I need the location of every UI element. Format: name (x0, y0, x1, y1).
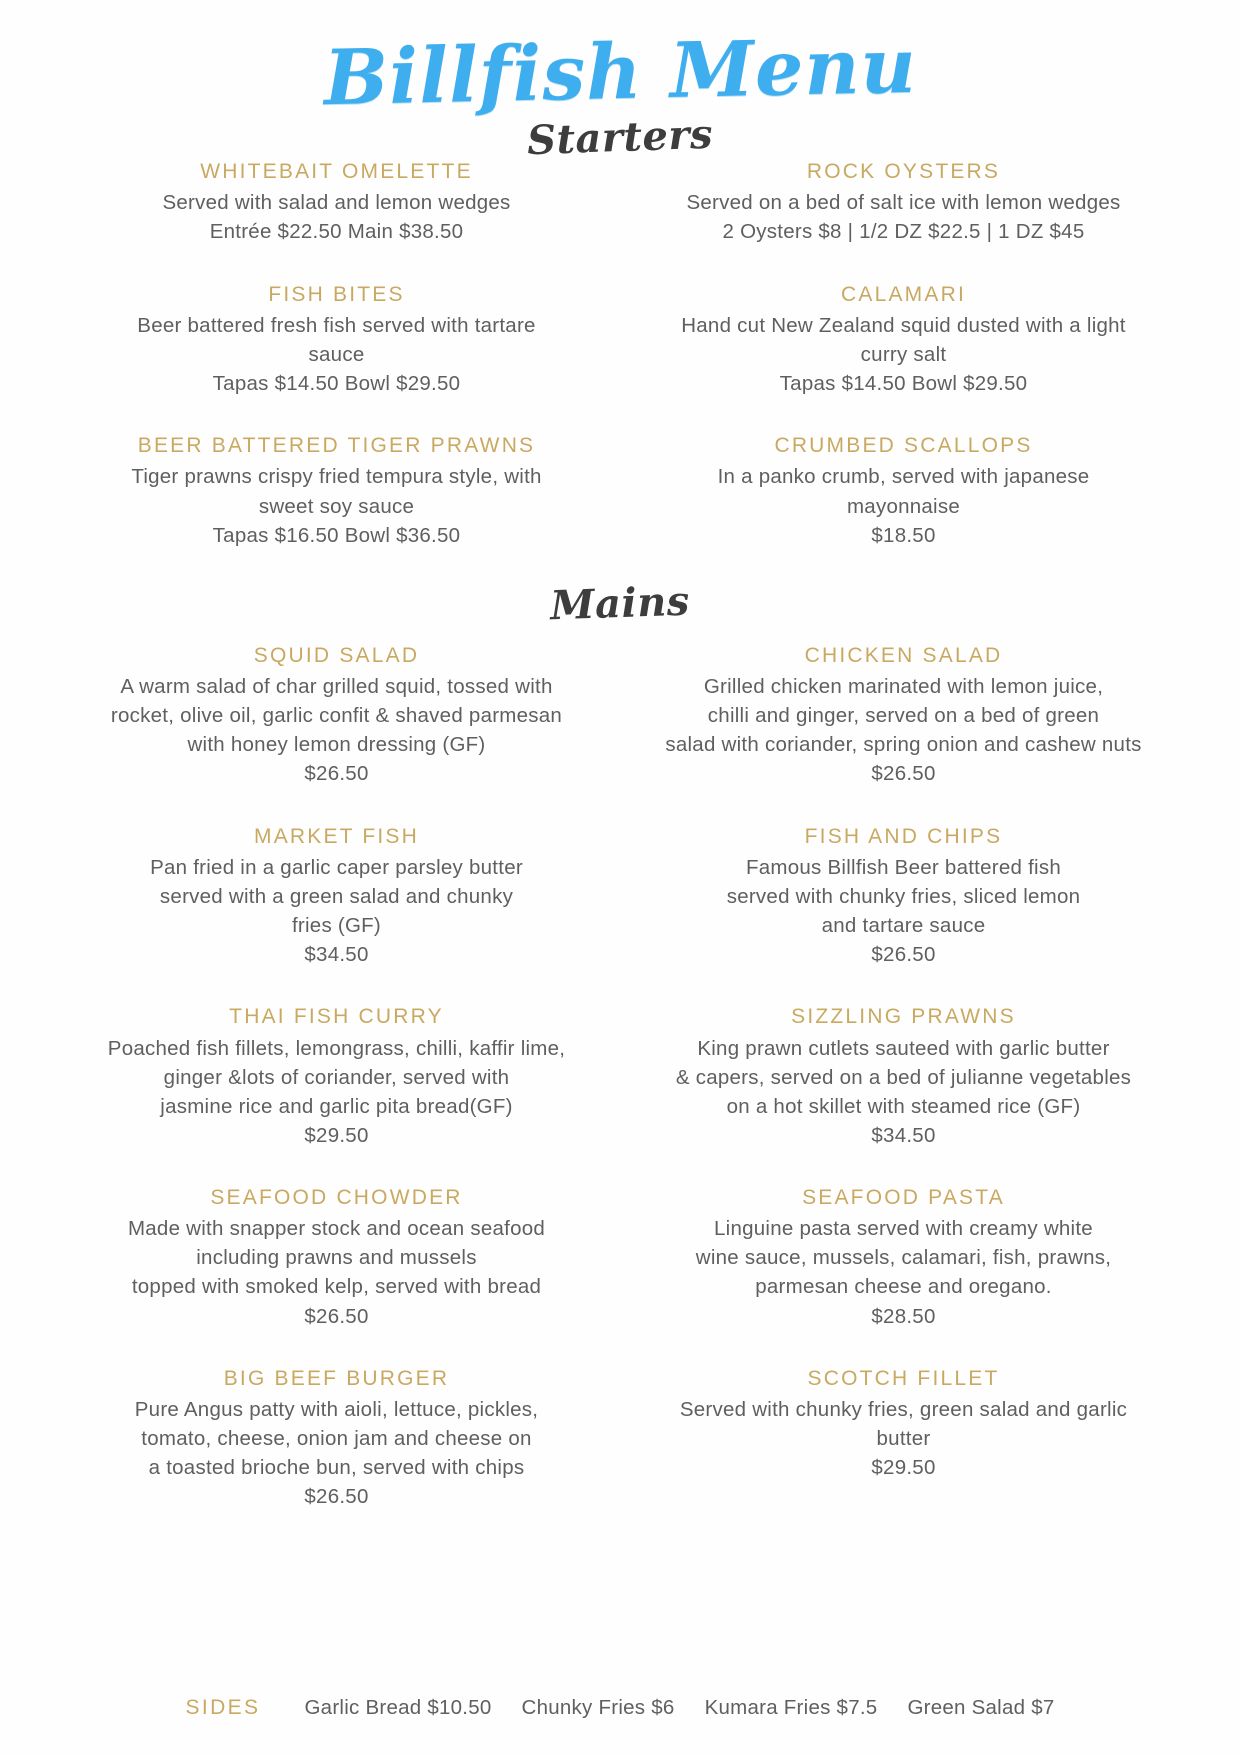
item-name: SIZZLING PRAWNS (791, 1005, 1016, 1029)
side-item: Kumara Fries $7.5 (704, 1696, 878, 1719)
desc-line: Pure Angus patty with aioli, lettuce, pickles, (134, 1398, 539, 1421)
section-heading-mains: Mains (549, 577, 691, 630)
desc-line: rocket, olive oil, garlic confit & shaved parmesan (110, 704, 563, 728)
item-price: $26.50 (304, 762, 369, 786)
item-price: Tapas $16.50 Bowl $36.50 (212, 523, 461, 547)
desc-line: Beer battered fresh fish served with tartare (137, 313, 536, 337)
item-description (70, 1395, 603, 1482)
sides-list (304, 1696, 1054, 1720)
item-description (637, 311, 1170, 369)
item-name: SEAFOOD PASTA (802, 1185, 1005, 1209)
item-description (637, 672, 1170, 759)
item-price: Tapas $14.50 Bowl $29.50 (212, 372, 461, 396)
desc-line: Pan fried in a garlic caper parsley butter (150, 855, 523, 879)
desc-line: In a panko crumb, served with japanese (717, 465, 1090, 489)
desc-line: and tartare sauce (821, 914, 986, 938)
menu-item-sizzling-prawns (637, 1003, 1170, 1150)
item-name: CRUMBED SCALLOPS (774, 434, 1033, 458)
item-price: $29.50 (304, 1123, 369, 1147)
desc-line: including prawns and mussels (196, 1246, 477, 1270)
desc-line: chilli and ginger, served on a bed of green (707, 704, 1100, 728)
item-name: CALAMARI (841, 282, 966, 306)
menu-item-seafood-pasta (637, 1184, 1170, 1331)
desc-line: curry salt (860, 342, 947, 366)
item-price: $26.50 (871, 762, 936, 786)
item-price: $34.50 (304, 943, 369, 967)
item-name: MARKET FISH (254, 824, 419, 848)
side-item: Green Salad $7 (907, 1696, 1055, 1719)
spacer (637, 247, 1170, 281)
desc-line: topped with smoked kelp, served with bread (131, 1275, 542, 1299)
desc-line: Hand cut New Zealand squid dusted with a light (681, 313, 1126, 337)
item-name: FISH AND CHIPS (804, 824, 1003, 848)
item-name: THAI FISH CURRY (229, 1005, 444, 1029)
item-name: CHICKEN SALAD (804, 643, 1003, 667)
sides-label: SIDES (185, 1696, 261, 1719)
menu-item-market-fish (70, 823, 603, 970)
desc-line: parmesan cheese and oregano. (755, 1275, 1052, 1299)
item-price: $26.50 (871, 943, 936, 967)
starters-left-column (70, 158, 609, 550)
spacer (637, 969, 1170, 1003)
item-description (637, 188, 1170, 217)
desc-line: King prawn cutlets sauteed with garlic butter (697, 1036, 1110, 1060)
desc-line: mayonnaise (846, 494, 961, 518)
spacer (637, 789, 1170, 823)
desc-line: with honey lemon dressing (GF) (187, 733, 486, 757)
menu-item-scotch-fillet (637, 1365, 1170, 1483)
desc-line: served with chunky fries, sliced lemon (726, 884, 1081, 908)
item-description (70, 1214, 603, 1301)
spacer (70, 1331, 603, 1365)
desc-line: salad with coriander, spring onion and cashew nuts (665, 733, 1142, 757)
item-description (70, 1034, 603, 1121)
mains-right-column (631, 642, 1170, 1483)
spacer (70, 789, 603, 823)
page-title: Billfish Menu (323, 20, 918, 123)
side-item: Garlic Bread $10.50 (304, 1696, 492, 1719)
spacer (70, 247, 603, 281)
spacer (70, 1150, 603, 1184)
menu-item-calamari (637, 281, 1170, 399)
desc-line: butter (876, 1427, 931, 1451)
item-price: $29.50 (871, 1456, 936, 1480)
item-price: 2 Oysters $8 | 1/2 DZ $22.5 | 1 DZ $45 (722, 220, 1085, 244)
desc-line: served with a green salad and chunky (159, 884, 514, 908)
item-name: SCOTCH FILLET (807, 1366, 1000, 1390)
desc-line: jasmine rice and garlic pita bread(GF) (160, 1094, 513, 1118)
desc-line: sweet soy sauce (258, 494, 415, 518)
desc-line: Famous Billfish Beer battered fish (746, 855, 1061, 879)
menu-item-beer-battered-tiger-prawns (70, 432, 603, 550)
item-name: SEAFOOD CHOWDER (210, 1185, 463, 1209)
item-price: $26.50 (304, 1304, 369, 1328)
item-price: $34.50 (871, 1123, 936, 1147)
menu-item-fish-bites (70, 281, 603, 399)
menu-item-fish-and-chips (637, 823, 1170, 970)
item-price: $26.50 (304, 1485, 369, 1509)
desc-line: Served on a bed of salt ice with lemon wedges (686, 191, 1121, 215)
desc-line: Linguine pasta served with creamy white (714, 1217, 1093, 1241)
menu-item-squid-salad (70, 642, 603, 789)
item-description (637, 462, 1170, 520)
item-name: SQUID SALAD (253, 643, 420, 667)
spacer (70, 398, 603, 432)
desc-line: wine sauce, mussels, calamari, fish, prawns, (695, 1246, 1112, 1270)
desc-line: Served with chunky fries, green salad and garlic (679, 1398, 1128, 1421)
menu-item-chicken-salad (637, 642, 1170, 789)
section-heading-starters: Starters (526, 110, 714, 165)
desc-line: Served with salad and lemon wedges (162, 191, 511, 215)
item-name: FISH BITES (268, 282, 405, 306)
item-description (70, 311, 603, 369)
desc-line: sauce (308, 342, 365, 366)
item-description (70, 188, 603, 217)
menu-item-big-beef-burger (70, 1365, 603, 1512)
spacer (637, 1331, 1170, 1365)
desc-line: a toasted brioche bun, served with chips (148, 1456, 525, 1480)
desc-line: on a hot skillet with steamed rice (GF) (726, 1094, 1081, 1118)
menu-item-rock-oysters (637, 158, 1170, 247)
item-description (637, 1395, 1170, 1453)
item-description (70, 672, 603, 759)
item-description (637, 1034, 1170, 1121)
item-description (70, 462, 603, 520)
spacer (637, 1150, 1170, 1184)
menu-item-thai-fish-curry (70, 1003, 603, 1150)
menu-item-seafood-chowder (70, 1184, 603, 1331)
desc-line: ginger &lots of coriander, served with (163, 1065, 510, 1089)
desc-line: fries (GF) (291, 914, 382, 938)
item-description (70, 853, 603, 940)
desc-line: & capers, served on a bed of julianne vegetables (675, 1065, 1132, 1089)
desc-line: Grilled chicken marinated with lemon juice, (703, 675, 1104, 699)
item-name: BEER BATTERED TIGER PRAWNS (137, 434, 536, 458)
item-description (637, 853, 1170, 940)
mains-left-column (70, 642, 609, 1512)
mains-grid (70, 642, 1170, 1512)
item-price: $28.50 (871, 1304, 936, 1328)
item-price: Tapas $14.50 Bowl $29.50 (779, 372, 1028, 396)
desc-line: tomato, cheese, onion jam and cheese on (141, 1427, 532, 1451)
item-price: Entrée $22.50 Main $38.50 (209, 220, 464, 244)
item-name: ROCK OYSTERS (806, 160, 1001, 183)
item-name: BIG BEEF BURGER (223, 1366, 450, 1390)
desc-line: Tiger prawns crispy fried tempura style, with (131, 465, 542, 489)
spacer (70, 969, 603, 1003)
starters-grid (70, 158, 1170, 550)
menu-item-crumbed-scallops (637, 432, 1170, 550)
starters-right-column (631, 158, 1170, 550)
desc-line: A warm salad of char grilled squid, tossed with (120, 675, 553, 699)
spacer (637, 398, 1170, 432)
side-item: Chunky Fries $6 (521, 1696, 675, 1719)
item-name: WHITEBAIT OMELETTE (200, 160, 473, 183)
sides-section (0, 1696, 1240, 1720)
item-price: $18.50 (871, 523, 936, 547)
item-description (637, 1214, 1170, 1301)
desc-line: Made with snapper stock and ocean seafood (127, 1217, 546, 1241)
desc-line: Poached fish fillets, lemongrass, chilli, kaffir lime, (107, 1036, 566, 1060)
